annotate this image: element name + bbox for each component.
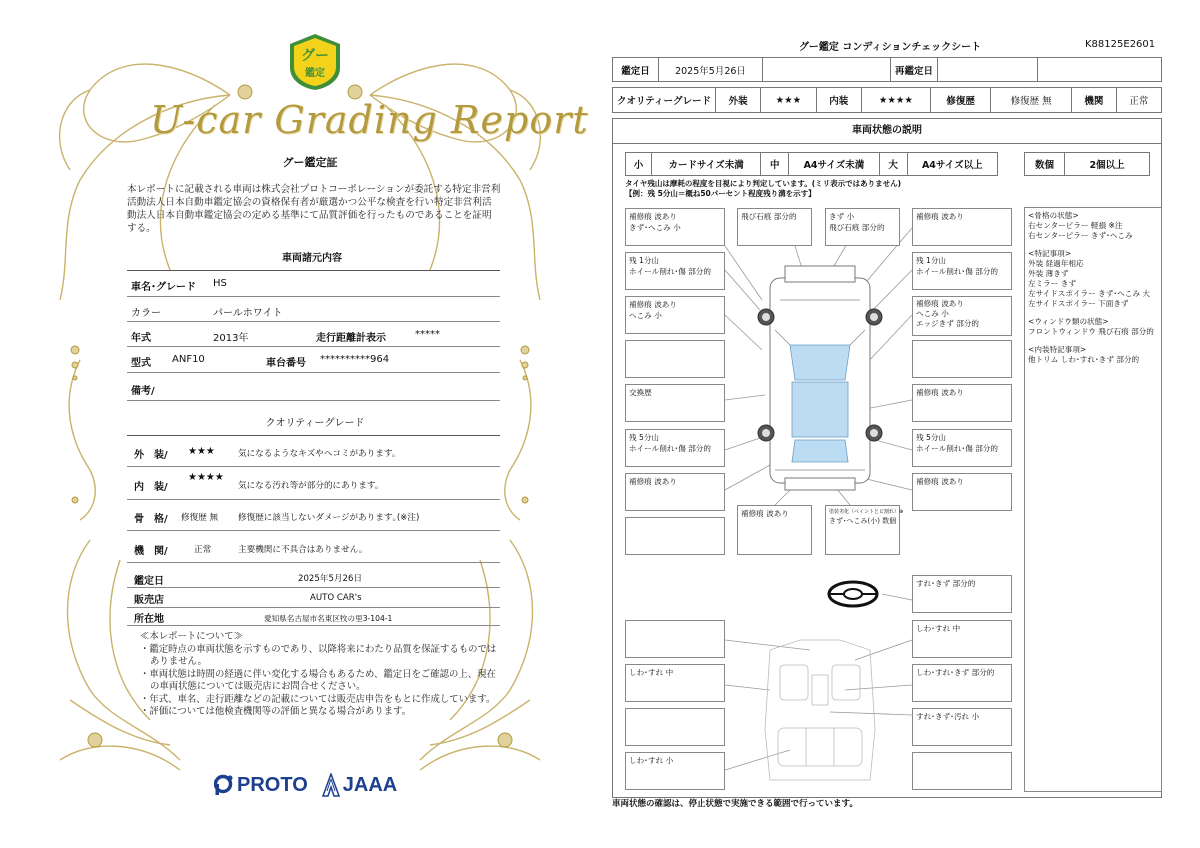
divider bbox=[127, 400, 500, 401]
interior-stars: ★★★★ bbox=[861, 88, 930, 113]
condition-box-steering bbox=[912, 575, 1012, 613]
blank-cell bbox=[763, 58, 891, 82]
date-table bbox=[612, 57, 1162, 82]
legend-small-desc: カードサイズ未満 bbox=[652, 153, 761, 176]
report-notice bbox=[140, 631, 500, 719]
exterior-stars: ★★★ bbox=[188, 446, 215, 457]
interior-label: 内装 bbox=[816, 88, 861, 113]
mileage-value: ***** bbox=[415, 329, 440, 340]
condition-box-left-trim bbox=[625, 708, 725, 746]
legend-count: 数個 bbox=[1025, 153, 1065, 176]
engine-value: 正常 bbox=[1116, 88, 1161, 113]
grade-table bbox=[612, 87, 1162, 113]
legend-mid: 中 bbox=[761, 153, 789, 176]
model-label: 型式 bbox=[131, 358, 151, 369]
condition-box-right-seat bbox=[912, 664, 1012, 702]
notes-item: 外装 薄きず bbox=[1028, 269, 1069, 278]
condition-legend: 塗装劣化（ペイントとビ割れ）⊕ bbox=[829, 509, 904, 515]
notes-heading: <ウィンドウ類の状態> bbox=[1028, 317, 1109, 326]
goo-appraisal-badge-icon bbox=[288, 32, 342, 92]
condition-box-left-front-tire bbox=[625, 252, 725, 290]
condition-box-rear-bumper bbox=[825, 505, 904, 555]
condition-box-left-front-door bbox=[625, 296, 725, 334]
appraisal-date-value: 2025年5月26日 bbox=[298, 574, 363, 584]
condition-text: しわ･すれ 中 bbox=[916, 624, 961, 633]
quality-grade-title: クオリティーグレード bbox=[265, 418, 365, 429]
chassis-label: 車台番号 bbox=[266, 358, 306, 369]
divider bbox=[127, 530, 500, 531]
notice-title: ≪本レポートについて≫ bbox=[140, 631, 243, 642]
condition-text: 補修痕 波あり へこみ 小 bbox=[629, 300, 677, 320]
divider bbox=[127, 372, 500, 373]
legend-count-desc: 2個以上 bbox=[1065, 153, 1150, 176]
tire-note-line: 【例：残 5分山＝概ね50パーセント程度残り溝を示す】 bbox=[625, 189, 816, 198]
vehicle-state-title: 車両状態の説明 bbox=[612, 118, 1162, 144]
blank-cell bbox=[1038, 58, 1162, 82]
certificate-title: グー鑑定証 bbox=[282, 156, 338, 169]
engine-label: 機関 bbox=[1071, 88, 1116, 113]
divider bbox=[127, 587, 500, 588]
name-grade-value: HS bbox=[213, 278, 227, 289]
divider bbox=[127, 346, 500, 347]
exterior-label: 外装 bbox=[716, 88, 761, 113]
condition-box-right-front bbox=[912, 208, 1012, 246]
frame-label: 骨 格/ bbox=[134, 514, 168, 525]
notice-item: ・車両状態は時間の経過に伴い変化する場合もあるため、鑑定日をご確認の上、現在の車両状態については販売店にお問合せください。 bbox=[140, 668, 496, 692]
jaaa-logo bbox=[322, 773, 397, 797]
condition-box-dash-right bbox=[912, 620, 1012, 658]
jaaa-mark-icon bbox=[322, 773, 340, 797]
condition-text: きず･へこみ(小) 数個 bbox=[829, 517, 897, 525]
repair-value: 修復歴 無 bbox=[991, 88, 1071, 113]
divider bbox=[127, 625, 500, 626]
address-value: 愛知県名古屋市名東区牧の里3-104-1 bbox=[264, 614, 393, 623]
condition-box-console bbox=[912, 708, 1012, 746]
legend-large: 大 bbox=[879, 153, 907, 176]
notes-item: 左ミラー きず bbox=[1028, 279, 1076, 288]
frame-text: 修復歴に該当しないダメージがあります｡(※注) bbox=[238, 513, 420, 523]
color-label: カラー bbox=[131, 308, 161, 319]
condition-text: 補修痕 波あり bbox=[916, 477, 964, 486]
legend-mid-desc: A4サイズ未満 bbox=[789, 153, 879, 176]
mileage-label: 走行距離計表示 bbox=[316, 333, 386, 344]
condition-box-left-seat bbox=[625, 664, 725, 702]
repair-label: 修復歴 bbox=[931, 88, 991, 113]
svg-text:グー: グー bbox=[301, 48, 329, 64]
regrade-value bbox=[938, 58, 1038, 82]
condition-text: 補修痕 波あり bbox=[741, 509, 789, 518]
condition-box-right-rear-tire bbox=[912, 429, 1012, 467]
notes-item: 左サイドスポイラー きず･へこみ 大 bbox=[1028, 289, 1150, 298]
appraisal-date-label: 鑑定日 bbox=[134, 576, 164, 587]
regrade-label: 再鑑定日 bbox=[891, 58, 938, 82]
condition-box-right-rear bbox=[912, 473, 1012, 511]
condition-text: しわ･すれ 小 bbox=[629, 756, 674, 765]
notes-heading: <内装特記事項> bbox=[1028, 345, 1087, 354]
count-legend bbox=[1024, 152, 1150, 176]
proto-mark-icon bbox=[214, 774, 234, 796]
condition-text: すれ･きず 部分的 bbox=[916, 579, 976, 588]
chassis-value: **********964 bbox=[320, 354, 390, 365]
divider bbox=[127, 321, 500, 322]
notes-item: 右センターピラー きず･へこみ bbox=[1028, 231, 1133, 240]
condition-box-windshield bbox=[825, 208, 900, 246]
condition-box-trunk bbox=[737, 505, 812, 555]
certificate-statement: 本レポートに記載される車両は株式会社プロトコーポレーションが委託する特定非営利活動法人日本自動車鑑定協会の資格保有者が厳選かつ公平な検査を行い特定非営利活動法人日本自動車鑑定協会の定める基準にて品質評価を行ったものであることを証明する。 bbox=[127, 184, 501, 234]
divider bbox=[127, 296, 500, 297]
size-legend bbox=[625, 152, 998, 176]
condition-text: 残 1分山 ホイール削れ･傷 部分的 bbox=[916, 256, 998, 276]
interior-text: 気になる汚れ等が部分的にあります。 bbox=[238, 481, 384, 491]
engine-label: 機 関/ bbox=[134, 546, 168, 557]
condition-box-hood bbox=[737, 208, 812, 246]
divider bbox=[127, 466, 500, 467]
notes-panel bbox=[1024, 207, 1162, 792]
condition-text: しわ･すれ･きず 部分的 bbox=[916, 668, 995, 677]
notice-item: ・鑑定時点の車両状態を示すものであり、以降将来にわたり品質を保証するものではありません。 bbox=[140, 643, 497, 667]
notes-item: 他トリム しわ･すれ･きず 部分的 bbox=[1028, 355, 1140, 364]
condition-box-dash-left bbox=[625, 620, 725, 658]
condition-box-right-front-tire bbox=[912, 252, 1012, 290]
divider bbox=[127, 562, 500, 563]
condition-box-rear-seat bbox=[625, 752, 725, 790]
divider bbox=[127, 607, 500, 608]
condition-box-rear-trim bbox=[912, 752, 1012, 790]
divider bbox=[127, 499, 500, 500]
condition-box-left-pillar bbox=[625, 340, 725, 378]
interior-stars: ★★★★ bbox=[188, 472, 224, 483]
divider bbox=[127, 435, 500, 436]
condition-box-left-rear bbox=[625, 473, 725, 511]
name-grade-label: 車名･グレード bbox=[131, 282, 196, 293]
logos bbox=[214, 770, 397, 800]
year-label: 年式 bbox=[131, 333, 151, 344]
condition-text: 残 5分山 ホイール削れ･傷 部分的 bbox=[629, 433, 711, 453]
color-value: パールホワイト bbox=[213, 308, 283, 319]
condition-text: 補修痕 波あり bbox=[629, 477, 677, 486]
condition-box-left-rear-tire bbox=[625, 429, 725, 467]
engine-text: 主要機関に不具合はありません。 bbox=[238, 545, 368, 555]
date-value: 2025年5月26日 bbox=[659, 58, 763, 82]
shop-value: AUTO CAR's bbox=[310, 593, 362, 603]
condition-box-left-rear-door bbox=[625, 384, 725, 422]
sheet-title: グー鑑定 コンディションチェックシート bbox=[798, 42, 982, 53]
jaaa-logo-text: JAAA bbox=[342, 773, 398, 796]
condition-text: しわ･すれ 中 bbox=[629, 668, 674, 677]
quality-label: クオリティーグレード bbox=[613, 88, 716, 113]
condition-check-sheet bbox=[600, 0, 1200, 848]
notice-item: ・年式、車名、走行距離などの記載については販売店申告をもとに作成しています。 bbox=[140, 693, 496, 705]
condition-text: 補修痕 波あり へこみ 小 エッジきず 部分的 bbox=[916, 299, 980, 328]
condition-text: きず 小 飛び石痕 部分的 bbox=[829, 212, 885, 232]
condition-box-right-front-door bbox=[912, 296, 1012, 336]
year-value: 2013年 bbox=[213, 333, 249, 344]
condition-box-left-bottom bbox=[625, 517, 725, 555]
spec-section-title: 車両諸元内容 bbox=[282, 253, 342, 264]
report-title: U-car Grading Report bbox=[150, 98, 589, 142]
date-label: 鑑定日 bbox=[613, 58, 659, 82]
proto-logo bbox=[214, 774, 308, 797]
notes-item: 左サイドスポイラー 下面きず bbox=[1028, 299, 1129, 308]
condition-box-left-front bbox=[625, 208, 725, 246]
condition-text: 飛び石痕 部分的 bbox=[741, 212, 797, 221]
notes-item: 右センターピラー 軽損 ※注 bbox=[1028, 221, 1123, 230]
notice-item: ・評価については他検査機関等の評価と異なる場合があります。 bbox=[140, 706, 411, 717]
condition-box-right-rear-door bbox=[912, 384, 1012, 422]
condition-text: 補修痕 波あり bbox=[916, 388, 964, 397]
notes-item: フロントウィンドウ 飛び石痕 部分的 bbox=[1028, 327, 1154, 336]
legend-large-desc: A4サイズ以上 bbox=[907, 153, 997, 176]
condition-text: 残 1分山 ホイール削れ･傷 部分的 bbox=[629, 256, 711, 276]
sheet-footer: 車両状態の確認は、停止状態で実施できる範囲で行っています。 bbox=[612, 799, 858, 809]
interior-label: 内 装/ bbox=[134, 482, 168, 493]
notes-item: 外装 経過年相応 bbox=[1028, 259, 1084, 268]
exterior-text: 気になるようなキズやヘコミがあります。 bbox=[238, 449, 401, 459]
proto-logo-text: PROTO bbox=[237, 773, 308, 796]
exterior-label: 外 装/ bbox=[134, 450, 168, 461]
condition-box-right-pillar bbox=[912, 340, 1012, 378]
frame-value: 修復歴 無 bbox=[181, 513, 219, 523]
model-value: ANF10 bbox=[172, 354, 205, 365]
divider bbox=[127, 270, 500, 271]
exterior-stars: ★★★ bbox=[761, 88, 817, 113]
condition-text: 補修痕 波あり きず･へこみ 小 bbox=[629, 212, 681, 232]
engine-value: 正常 bbox=[194, 545, 212, 555]
notes-heading: <特記事項> bbox=[1028, 249, 1072, 258]
legend-small: 小 bbox=[626, 153, 652, 176]
svg-text:鑑定: 鑑定 bbox=[305, 68, 325, 79]
sheet-code: K88125E2601 bbox=[1085, 39, 1156, 50]
shop-label: 販売店 bbox=[134, 595, 164, 606]
tire-note-line: タイヤ残山は摩耗の程度を目視により判定しています。(ミリ表示ではありません) bbox=[625, 179, 902, 188]
notes-heading: <骨格の状態> bbox=[1028, 211, 1079, 220]
remarks-label: 備考/ bbox=[131, 386, 155, 397]
tire-note bbox=[625, 179, 901, 199]
condition-text: 補修痕 波あり bbox=[916, 212, 964, 221]
address-label: 所在地 bbox=[134, 614, 164, 625]
condition-text: 交換歴 bbox=[629, 388, 652, 397]
condition-text: 残 5分山 ホイール削れ･傷 部分的 bbox=[916, 433, 998, 453]
condition-text: すれ･きず･汚れ 小 bbox=[916, 712, 980, 721]
